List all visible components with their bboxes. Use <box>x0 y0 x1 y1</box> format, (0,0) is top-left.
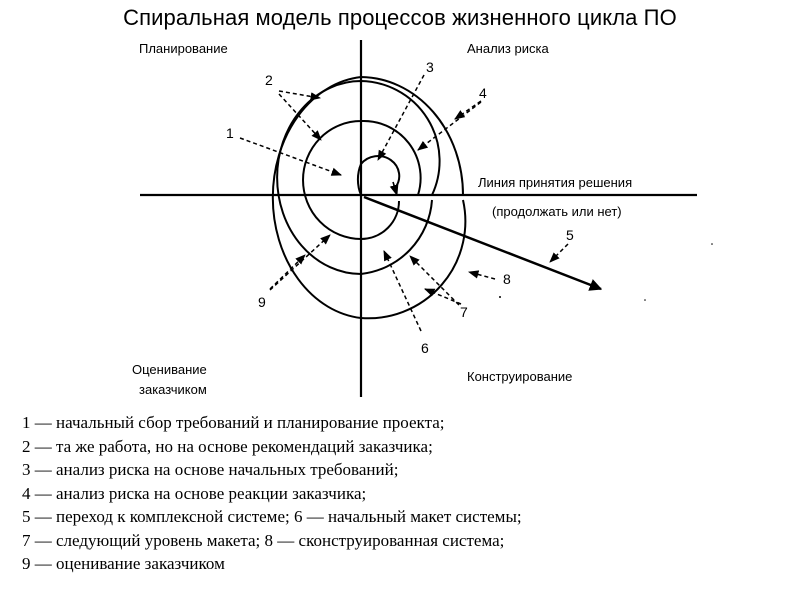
spiral-start-arrow <box>393 182 397 195</box>
decision-line-label: Линия принятия решения <box>478 175 633 190</box>
quadrant-label-evaluation-2: заказчиком <box>139 382 207 397</box>
marker-8: 8 <box>503 271 511 287</box>
speck <box>499 296 501 298</box>
marker-4: 4 <box>479 85 487 101</box>
marker-arrows <box>240 75 568 331</box>
speck <box>711 243 713 245</box>
legend-item: 1 — начальный сбор требований и планирование проекта; <box>22 413 445 432</box>
legend <box>22 411 792 576</box>
marker-6: 6 <box>421 340 429 356</box>
speck <box>644 299 646 301</box>
legend-item: 3 — анализ риска на основе начальных требований; <box>22 460 399 479</box>
marker-1: 1 <box>226 125 234 141</box>
legend-item: 9 — оценивание заказчиком <box>22 554 225 573</box>
quadrant-label-risk-analysis: Анализ риска <box>467 41 549 56</box>
decision-line-sublabel: (продолжать или нет) <box>492 204 622 219</box>
legend-item: 5 — переход к комплексной системе; 6 — начальный макет системы; <box>22 507 522 526</box>
quadrant-label-evaluation-1: Оценивание <box>132 362 207 377</box>
marker-7: 7 <box>460 304 468 320</box>
marker-3: 3 <box>426 59 434 75</box>
legend-item: 2 — та же работа, но на основе рекомендаций заказчика; <box>22 436 433 456</box>
legend-item: 7 — следующий уровень макета; 8 — сконструированная система; <box>22 530 505 550</box>
marker-9: 9 <box>258 294 266 310</box>
legend-item: 4 — анализ риска на основе реакции заказчика; <box>22 483 367 503</box>
marker-5: 5 <box>566 227 574 243</box>
quadrant-label-construction: Конструирование <box>467 369 573 384</box>
marker-2: 2 <box>265 72 273 88</box>
page-title: Спиральная модель процессов жизненного цикла ПО <box>123 5 677 30</box>
quadrant-label-planning: Планирование <box>139 41 228 56</box>
spiral-ring-1 <box>358 156 399 195</box>
